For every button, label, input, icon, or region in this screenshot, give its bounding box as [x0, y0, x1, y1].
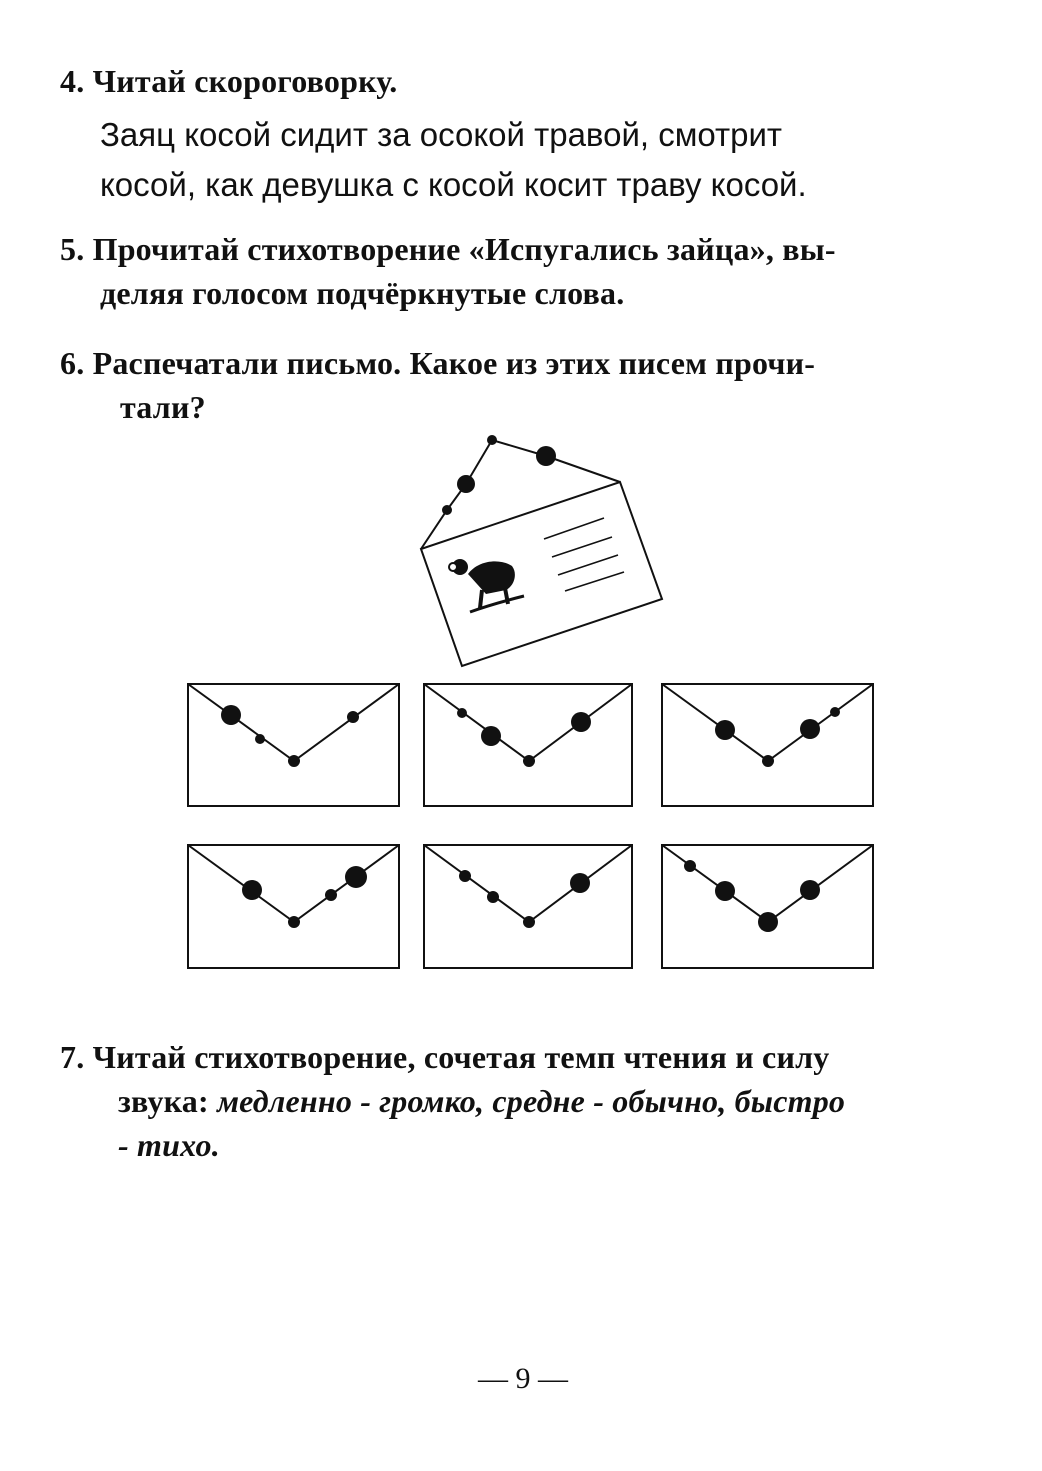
task-5-line-2: деляя голосом подчёркнутые слова. [100, 275, 625, 311]
page-number: — 9 — [478, 1362, 568, 1395]
task-7-line-2 [118, 1076, 845, 1126]
task-4-heading: 4. Читай скороговорку. [60, 63, 398, 99]
task-5-line-1: 5. Прочитай стихотворение «Испугались зайца», вы- [60, 231, 836, 267]
task-7-line-1: 7. Читай стихотворение, сочетая темп чтения и силу [60, 1039, 830, 1075]
envelope-option-5[interactable] [424, 845, 632, 968]
envelope-option-6[interactable] [662, 845, 873, 968]
tongue-twister-line-1: Заяц косой сидит за осокой травой, смотрит [100, 116, 783, 153]
task-6-line-1: 6. Распечатали письмо. Какое из этих писем прочи- [60, 345, 816, 381]
envelope-option-4[interactable] [188, 845, 399, 968]
envelope-option-3[interactable] [662, 684, 873, 806]
envelope-option-2[interactable] [424, 684, 632, 806]
task-7-tempo-instructions: медленно - громко, средне - обычно, быстро [217, 1083, 846, 1119]
task-7-line-3: - тихо. [118, 1127, 220, 1163]
tongue-twister-line-2: косой, как девушка с косой косит траву косой. [100, 166, 807, 203]
task-7-line-2-prefix: звука: [118, 1083, 218, 1119]
task-6-line-2: тали? [120, 389, 206, 425]
envelope-option-1[interactable] [188, 684, 399, 806]
